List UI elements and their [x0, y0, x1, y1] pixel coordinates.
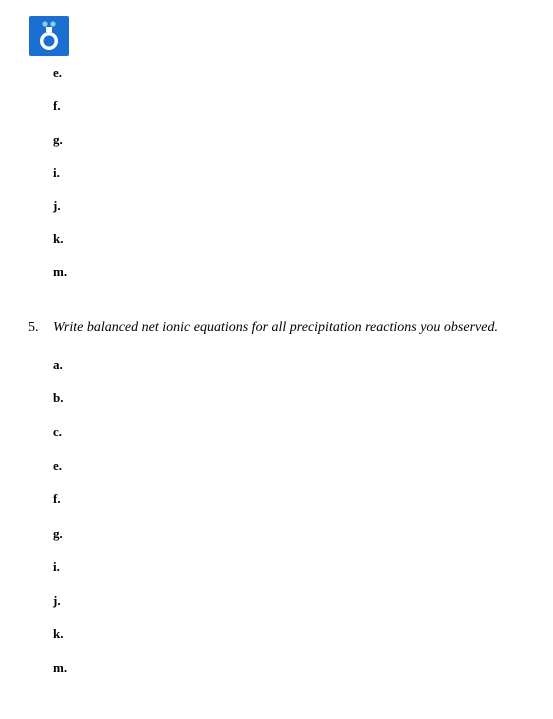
list-item-a: a. [53, 357, 63, 372]
list-item-j: j. [53, 198, 61, 213]
question-number: 5. [28, 320, 39, 335]
list-item-k: k. [53, 626, 64, 641]
list-item-e: e. [53, 65, 63, 80]
list-item-i: i. [53, 559, 60, 574]
list-item-m: m. [53, 264, 68, 279]
flask-logo-icon [29, 16, 69, 56]
list-item-j: j. [53, 593, 61, 608]
list-item-f: f. [53, 98, 61, 113]
list-item-c: c. [53, 424, 63, 439]
question-5 [28, 320, 498, 336]
list-item-e: e. [53, 458, 63, 473]
list-item-i: i. [53, 165, 60, 180]
list-item-g: g. [53, 132, 63, 147]
list-item-k: k. [53, 231, 64, 246]
list-item-b: b. [53, 390, 64, 405]
list-item-g: g. [53, 526, 63, 541]
list-item-f: f. [53, 491, 61, 506]
list-item-m: m. [53, 660, 68, 675]
question-text: Write balanced net ionic equations for all precipitation reactions you observed. [53, 320, 498, 335]
